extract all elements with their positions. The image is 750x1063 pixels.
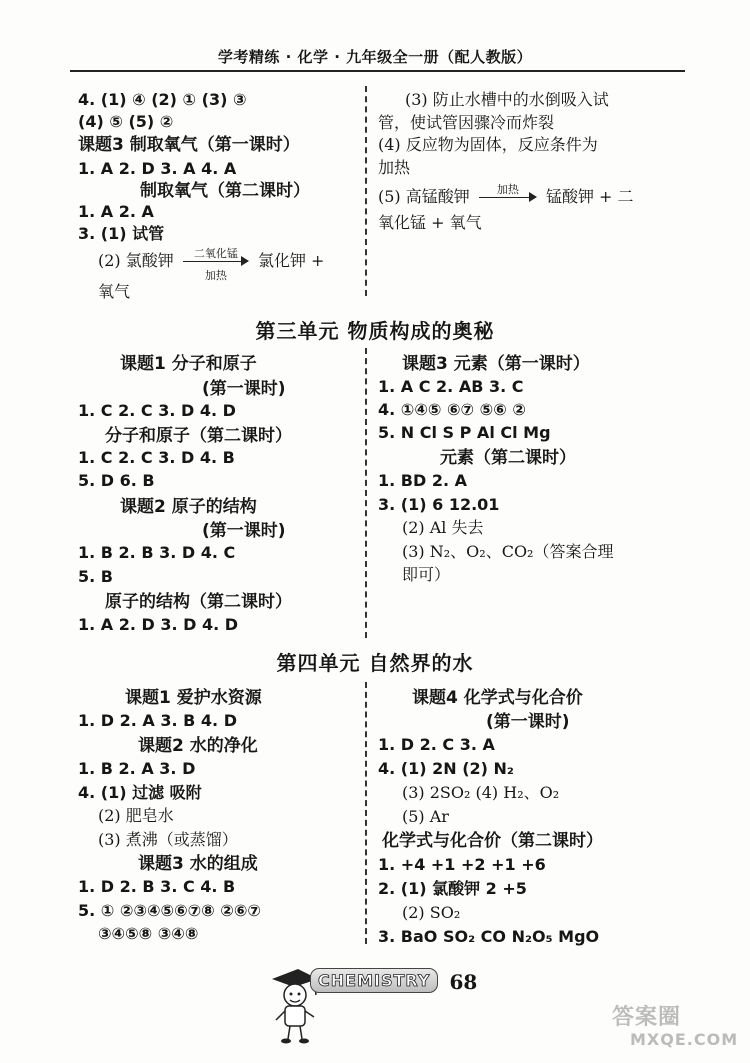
reaction-condition: 加热 [496,182,519,196]
reaction-product: 氯化钾 + [257,251,325,270]
answer-line: 加热 [378,158,411,177]
column-divider [365,86,367,296]
answer-line: 1. B 2. A 3. D [78,759,196,778]
answer-line: 1. BD 2. A [378,471,467,490]
watermark-logo: 答案圈 [612,1005,682,1030]
reaction-product: 锰酸钾 + 二 [545,187,634,206]
answer-line: 1. A 2. D 3. A 4. A [78,159,237,178]
answer-line: (3) 防止水槽中的水倒吸入试 [405,90,609,109]
answer-line: 4. (1) ④ (2) ① (3) ③ [78,90,247,109]
answer-line: (2) 肥皂水 [98,806,174,825]
unit-title: 第三单元 物质构成的奥秘 [255,319,495,343]
section-title: 课题3 水的组成 [138,854,258,874]
section-title: 课题1 爱护水资源 [125,688,262,708]
answer-line: 1. A 2. A [78,202,154,221]
reaction-reactant: (2) 氯酸钾 [98,251,174,270]
answer-line: (2) Al 失去 [402,518,484,537]
answer-line: 管，使试管因骤冷而炸裂 [378,113,555,132]
answer-line: (5) Ar [402,807,449,826]
answer-line: 1. B 2. B 3. D 4. C [78,543,236,562]
answer-line: ③④⑤⑧ ③④⑧ [98,924,199,943]
section-title: 课题2 水的净化 [138,736,258,756]
reaction-condition: 加热 [204,268,227,282]
reaction-equation-2 [378,182,634,209]
watermark-url: MXQE.COM [630,1030,739,1049]
page-footer [310,968,477,994]
answer-line: 4. (1) 过滤 吸附 [78,783,202,802]
answer-line: 5. D 6. B [78,471,155,490]
section-title: 课题4 化学式与化合价 [412,688,583,708]
section-title: 课题3 制取氧气（第一课时） [78,135,300,155]
column-divider [365,682,367,944]
section-title: 课题2 原子的结构 [120,497,257,517]
section-title: 原子的结构（第二课时） [105,592,292,612]
reaction-catalyst: 二氧化锰 [193,246,238,260]
reaction-arrow-icon [183,246,249,282]
section-title: 分子和原子（第二课时） [105,426,292,446]
answer-line: 3. (1) 试管 [78,224,165,243]
answer-line: 3. (1) 6 12.01 [378,495,500,514]
answer-line: 1. C 2. C 3. D 4. B [78,448,235,467]
answer-line: 2. (1) 氯酸钾 2 +5 [378,879,527,898]
answer-line: 4. ①④⑤ ⑥⑦ ⑤⑥ ② [378,400,526,419]
answer-line: 5. B [78,567,113,586]
reaction-product-tail: 氧化锰 + 氧气 [378,213,482,232]
answer-line: 即可） [402,565,451,584]
answer-line: 1. +4 +1 +2 +1 +6 [378,855,546,874]
section-title: 课题3 元素（第一课时） [402,354,590,374]
answer-line: 5. ① ②③④⑤⑥⑦⑧ ②⑥⑦ [78,901,261,920]
section-title: 元素（第二课时） [440,448,576,468]
answer-line: (3) N₂、O₂、CO₂（答案合理 [402,542,614,561]
answer-line: 3. BaO SO₂ CO N₂O₅ MgO [378,927,600,946]
section-title: 化学式与化合价（第二课时） [382,831,603,851]
section-subtitle: (第一课时) [486,712,570,732]
answer-line: (3) 煮沸（或蒸馏） [98,830,238,849]
section-title: 课题1 分子和原子 [120,354,257,374]
answer-line: 1. A 2. D 3. D 4. D [78,615,239,634]
answer-line: 5. N Cl S P Al Cl Mg [378,423,551,442]
answer-line: 1. D 2. B 3. C 4. B [78,877,236,896]
section-subtitle: (第一课时) [202,379,286,399]
page-number: 68 [449,969,478,994]
reaction-equation-1 [98,246,325,282]
column-divider [365,348,367,638]
header-rule [70,70,685,72]
section-title: 制取氧气（第二课时） [140,181,310,201]
answer-line: (4) ⑤ (5) ② [78,112,174,131]
answer-line: 4. (1) 2N (2) N₂ [378,759,514,778]
reaction-arrow-icon [479,182,537,209]
chemistry-badge: CHEMISTRY [310,968,438,993]
running-header: 学考精练 · 化学 · 九年级全一册（配人教版） [217,48,533,66]
answer-line: (4) 反应物为固体，反应条件为 [378,135,598,154]
reaction-product-tail: 氧气 [98,282,131,301]
answer-line: 1. D 2. A 3. B 4. D [78,711,237,730]
section-subtitle: (第一课时) [202,521,286,541]
answer-line: (2) SO₂ [402,903,461,922]
reaction-reactant: (5) 高锰酸钾 [378,187,470,206]
answer-line: (3) 2SO₂ (4) H₂、O₂ [402,783,560,802]
answer-line: 1. D 2. C 3. A [378,735,495,754]
unit-title: 第四单元 自然界的水 [276,651,474,675]
answer-line: 1. A C 2. AB 3. C [378,377,524,396]
answer-line: 1. C 2. C 3. D 4. D [78,401,236,420]
